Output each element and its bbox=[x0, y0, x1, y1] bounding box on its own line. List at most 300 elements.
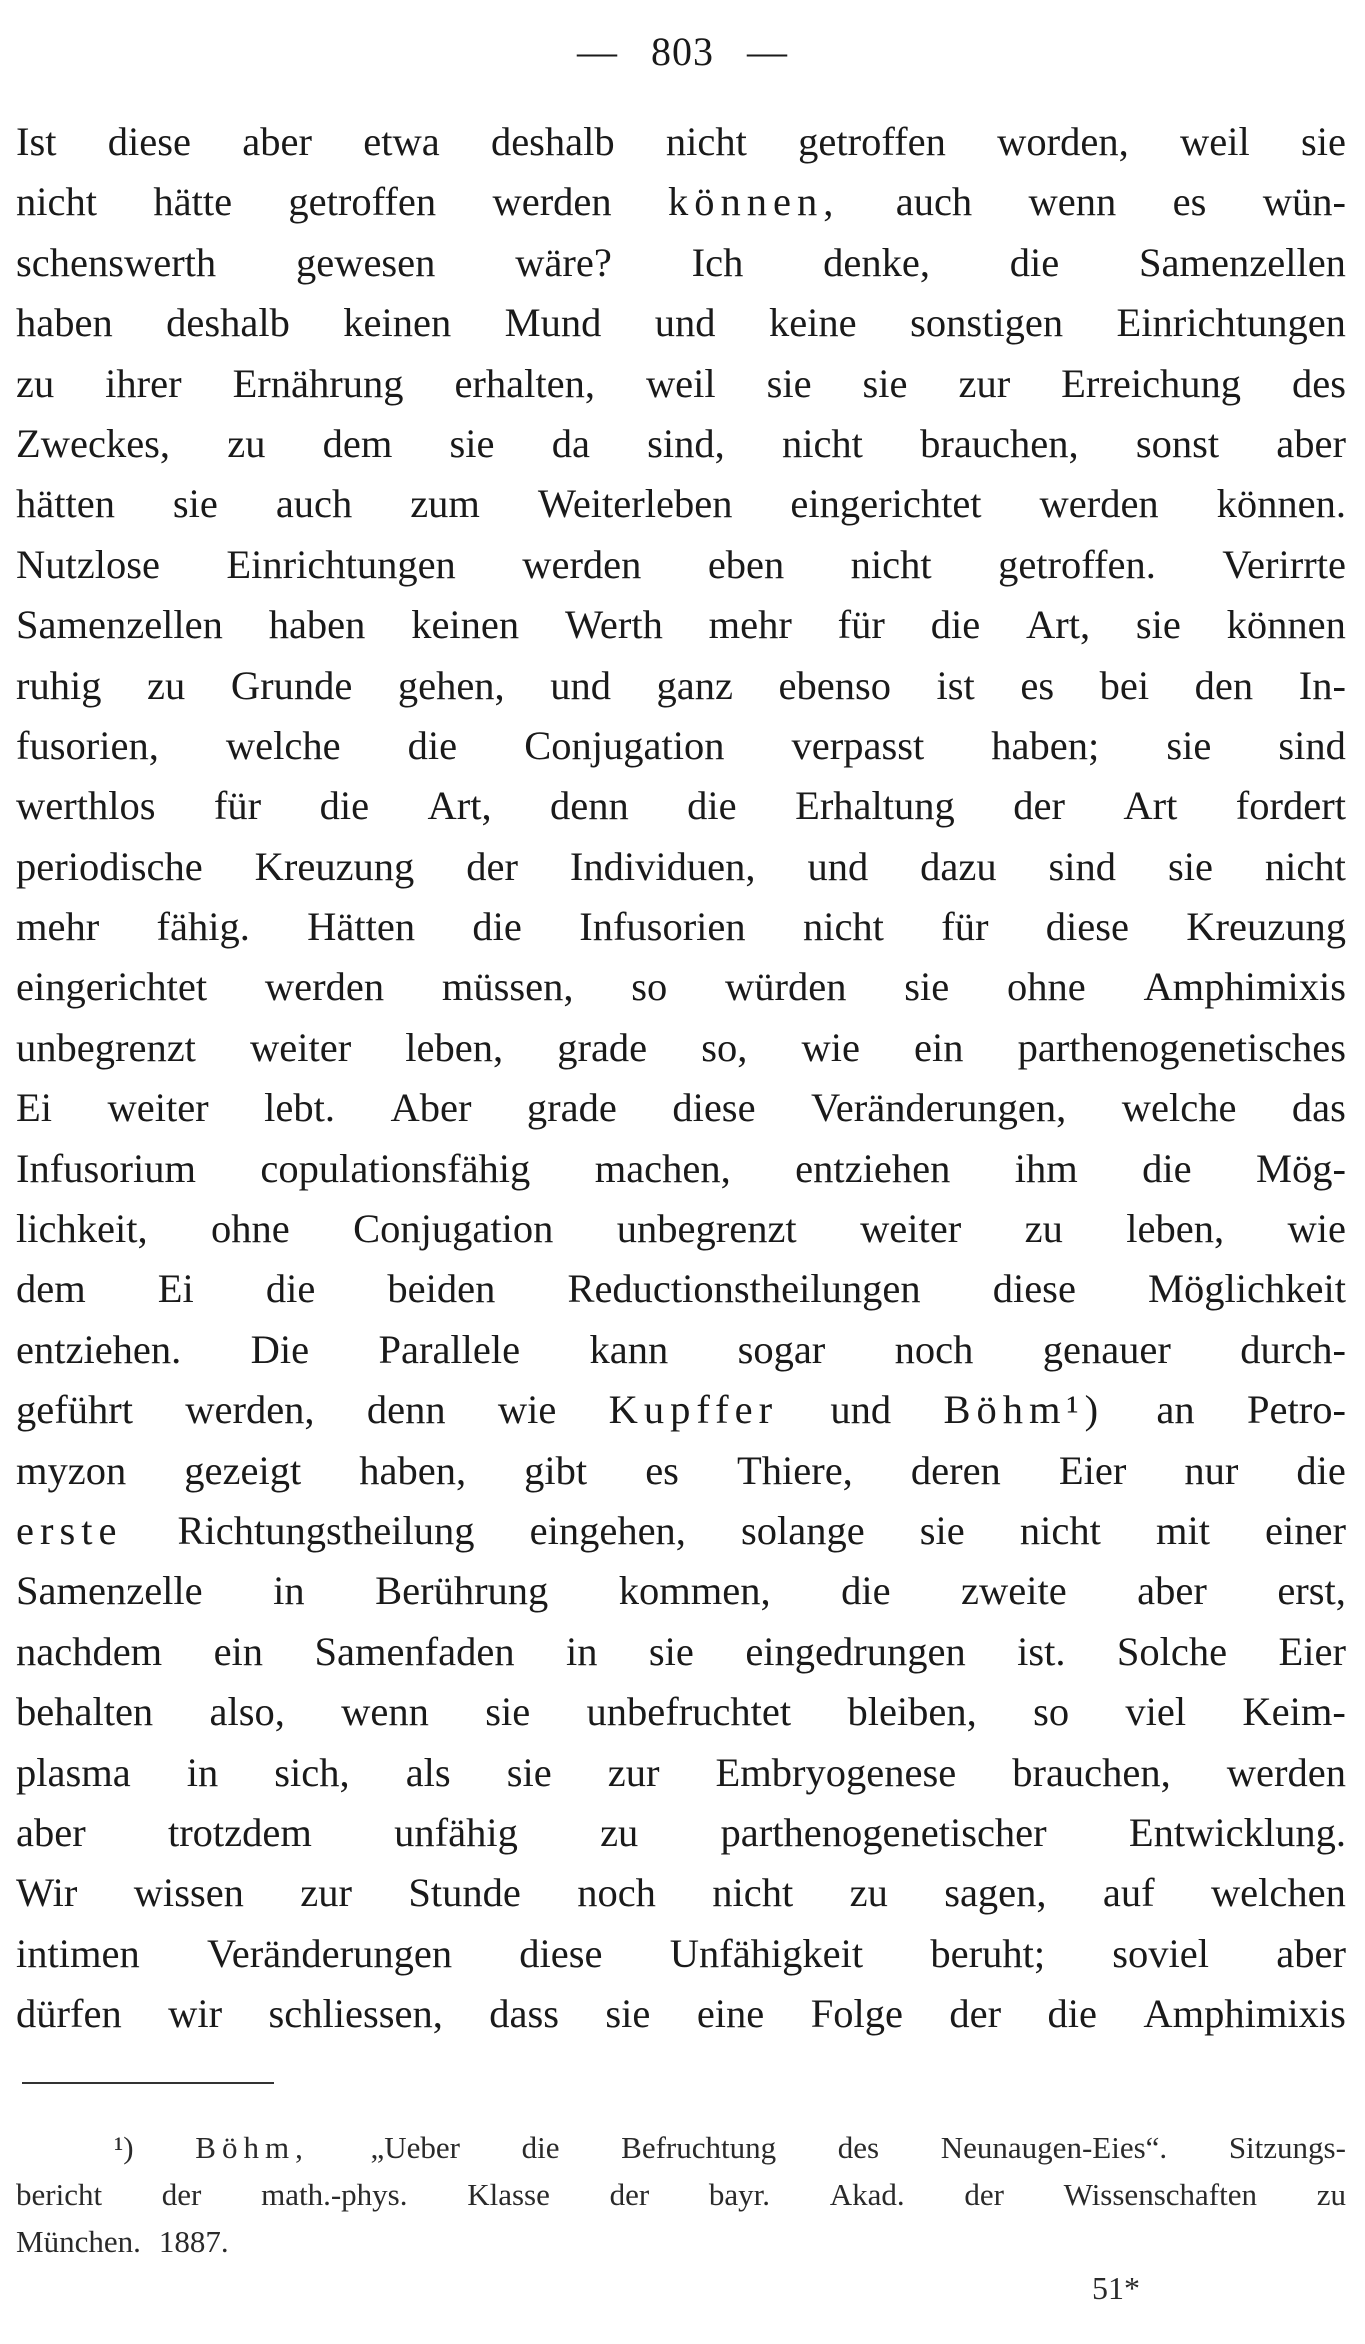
body-word: ein bbox=[213, 1628, 264, 1674]
body-word: Erreichung bbox=[1061, 360, 1242, 406]
body-word: die bbox=[1047, 1991, 1097, 2037]
body-word: wie bbox=[801, 1024, 860, 1070]
body-word: erst, bbox=[1277, 1568, 1346, 1614]
body-word: Art, bbox=[427, 783, 492, 829]
body-line bbox=[16, 957, 1346, 1017]
body-word: brauchen, bbox=[1012, 1749, 1171, 1795]
body-word: welche bbox=[1121, 1085, 1237, 1131]
body-line bbox=[16, 1259, 1346, 1319]
body-word: eine bbox=[696, 1991, 765, 2037]
body-word: diese bbox=[519, 1930, 603, 1976]
body-word: etwa bbox=[363, 119, 440, 164]
body-word: zur bbox=[607, 1749, 660, 1795]
body-word: lichkeit, bbox=[16, 1206, 148, 1252]
body-word: die bbox=[265, 1266, 316, 1312]
body-word: getroffen bbox=[288, 179, 437, 225]
body-word: ohne bbox=[210, 1206, 290, 1252]
body-word: beruht; bbox=[930, 1930, 1046, 1976]
body-word: dem bbox=[322, 420, 393, 466]
body-word: und bbox=[550, 662, 611, 708]
body-word: können, bbox=[668, 179, 840, 225]
body-word: zu bbox=[147, 662, 186, 708]
body-word: sie bbox=[605, 1991, 651, 2037]
body-word: Nutzlose bbox=[16, 541, 160, 587]
body-line bbox=[16, 1320, 1346, 1380]
body-word: die bbox=[687, 783, 737, 829]
footnote-word: München. bbox=[16, 2224, 141, 2259]
body-word: Embryogenese bbox=[715, 1749, 957, 1795]
footnote-line bbox=[16, 2124, 1346, 2171]
body-word: fusorien, bbox=[16, 722, 159, 768]
body-word: werden, bbox=[185, 1387, 315, 1433]
body-word: ruhig bbox=[16, 662, 102, 708]
body-line bbox=[16, 1682, 1346, 1742]
body-word: Amphimixis bbox=[1143, 964, 1346, 1010]
body-word: lebt. bbox=[264, 1085, 335, 1131]
footnote-word: des bbox=[837, 2130, 880, 2165]
body-word: zu bbox=[849, 1870, 888, 1916]
body-word: wie bbox=[1287, 1206, 1346, 1252]
body-word: unbefruchtet bbox=[586, 1689, 792, 1735]
body-word: nicht bbox=[665, 119, 747, 164]
body-word: bleiben, bbox=[847, 1689, 977, 1735]
footnote-word: bayr. bbox=[708, 2177, 771, 2212]
footnote-word: math.-phys. bbox=[261, 2177, 408, 2212]
footnote-word: Klasse bbox=[467, 2177, 550, 2212]
body-word: verpasst bbox=[791, 722, 925, 768]
body-word: nicht bbox=[16, 179, 97, 225]
body-word: denke, bbox=[823, 239, 930, 285]
body-word: als bbox=[405, 1749, 451, 1795]
body-word: Samenzelle bbox=[16, 1568, 203, 1614]
body-word: hätte bbox=[153, 179, 233, 225]
body-line bbox=[16, 1018, 1346, 1078]
body-line bbox=[16, 535, 1346, 595]
body-word: unfähig bbox=[394, 1809, 518, 1855]
body-word: geführt bbox=[16, 1387, 133, 1433]
body-word: die bbox=[319, 783, 370, 829]
body-word: viel bbox=[1125, 1689, 1187, 1735]
body-word: dem bbox=[16, 1266, 86, 1312]
body-word: Werth bbox=[564, 602, 663, 648]
body-word: sie bbox=[904, 964, 950, 1010]
body-word: diese bbox=[672, 1085, 756, 1131]
footnote-word: Sitzungs- bbox=[1228, 2130, 1346, 2165]
body-word: plasma bbox=[16, 1749, 131, 1795]
body-word: Ei bbox=[16, 1085, 52, 1131]
body-word: In- bbox=[1298, 662, 1346, 708]
body-word: können. bbox=[1216, 481, 1346, 527]
body-line bbox=[16, 1622, 1346, 1682]
body-word: aber bbox=[1276, 420, 1346, 466]
body-word: die bbox=[1296, 1447, 1346, 1493]
body-word: leben, bbox=[405, 1024, 504, 1070]
body-word: also, bbox=[209, 1689, 285, 1735]
body-word: sind bbox=[1048, 843, 1117, 889]
body-word: für bbox=[213, 783, 262, 829]
body-word: mehr bbox=[708, 602, 792, 648]
body-word: durch- bbox=[1240, 1326, 1346, 1372]
body-word: auch bbox=[275, 481, 353, 527]
body-word: denn bbox=[366, 1387, 446, 1433]
body-line bbox=[16, 1561, 1346, 1621]
body-word: werthlos bbox=[16, 783, 156, 829]
body-word: Stunde bbox=[408, 1870, 521, 1916]
footnote-word: die bbox=[521, 2130, 560, 2165]
footnote-word: Befruchtung bbox=[621, 2130, 777, 2165]
body-word: denn bbox=[550, 783, 629, 829]
footnote-word: Akad. bbox=[829, 2177, 905, 2212]
body-word: Mund bbox=[504, 300, 602, 346]
body-word: solange bbox=[741, 1507, 865, 1553]
body-word: ganz bbox=[656, 662, 733, 708]
body-word: sie bbox=[449, 420, 495, 466]
body-word: zu bbox=[227, 420, 266, 466]
body-word: sich, bbox=[274, 1749, 350, 1795]
footnote-word: „Ueber bbox=[370, 2130, 460, 2165]
body-word: trotzdem bbox=[167, 1809, 312, 1855]
body-word: entziehen. bbox=[16, 1326, 182, 1372]
body-word: Weiterleben bbox=[537, 481, 733, 527]
body-word: werden bbox=[1039, 481, 1159, 527]
body-line bbox=[16, 1441, 1346, 1501]
body-line bbox=[16, 474, 1346, 534]
body-word: haben; bbox=[991, 722, 1100, 768]
body-word: deshalb bbox=[166, 300, 290, 346]
body-word: werden bbox=[492, 179, 612, 225]
body-word: Amphimixis bbox=[1143, 1991, 1346, 2037]
body-word: beiden bbox=[387, 1266, 496, 1312]
body-word: Petro- bbox=[1246, 1387, 1346, 1433]
body-word: den bbox=[1194, 662, 1254, 708]
body-line bbox=[16, 1743, 1346, 1803]
body-word: auf bbox=[1102, 1870, 1155, 1916]
body-word: Art, bbox=[1025, 602, 1091, 648]
body-line bbox=[16, 1924, 1346, 1984]
body-word: gezeigt bbox=[184, 1447, 302, 1493]
footnote-word: bericht bbox=[16, 2177, 103, 2212]
body-word: Böhm¹) bbox=[943, 1387, 1105, 1433]
body-word: der bbox=[1013, 783, 1065, 829]
body-line bbox=[16, 656, 1346, 716]
body-word: keinen bbox=[343, 300, 452, 346]
body-word: kann bbox=[589, 1326, 669, 1372]
page-header bbox=[0, 28, 1365, 75]
body-line bbox=[16, 1863, 1346, 1923]
body-line bbox=[16, 1984, 1346, 2044]
body-word: diese bbox=[1045, 904, 1129, 950]
body-word: brauchen, bbox=[920, 420, 1079, 466]
body-word: der bbox=[466, 843, 518, 889]
body-word: wenn bbox=[341, 1689, 429, 1735]
body-word: Eier bbox=[1058, 1447, 1127, 1493]
body-word: Unfähigkeit bbox=[669, 1930, 864, 1976]
body-word: Conjugation bbox=[524, 722, 725, 768]
body-word: dazu bbox=[920, 843, 997, 889]
body-word: keinen bbox=[411, 602, 520, 648]
body-word: sie bbox=[485, 1689, 531, 1735]
body-word: da bbox=[551, 420, 590, 466]
header-dash-left: — bbox=[577, 29, 618, 74]
body-word: hätten bbox=[16, 481, 115, 527]
body-word: periodische bbox=[16, 843, 203, 889]
body-word: Solche bbox=[1116, 1628, 1228, 1674]
body-word: sie bbox=[1300, 119, 1346, 164]
body-word: Richtungstheilung bbox=[177, 1507, 475, 1553]
body-word: ein bbox=[914, 1024, 964, 1070]
body-word: Parallele bbox=[378, 1326, 521, 1372]
body-word: zur bbox=[300, 1870, 352, 1916]
body-word: weil bbox=[645, 360, 716, 406]
body-word: getroffen. bbox=[998, 541, 1156, 587]
body-line bbox=[16, 293, 1346, 353]
body-word: ist. bbox=[1017, 1628, 1066, 1674]
page-number: 803 bbox=[651, 29, 714, 74]
body-word: sonstigen bbox=[910, 300, 1064, 346]
body-word: Hätten bbox=[307, 904, 416, 950]
body-word: und bbox=[830, 1387, 892, 1433]
body-word: genauer bbox=[1042, 1326, 1171, 1372]
body-word: Verirrte bbox=[1222, 541, 1346, 587]
body-word: ihm bbox=[1014, 1145, 1078, 1191]
body-word: Art bbox=[1123, 783, 1178, 829]
body-word: Zweckes, bbox=[16, 420, 171, 466]
body-word: müssen, bbox=[441, 964, 574, 1010]
body-word: keine bbox=[768, 300, 857, 346]
body-word: so bbox=[1033, 1689, 1070, 1735]
body-word: parthenogenetisches bbox=[1017, 1024, 1346, 1070]
body-word: leben, bbox=[1126, 1206, 1225, 1252]
body-word: dürfen bbox=[16, 1991, 122, 2037]
body-word: eben bbox=[707, 541, 785, 587]
body-word: Veränderungen, bbox=[811, 1085, 1067, 1131]
body-word: Berührung bbox=[375, 1568, 549, 1614]
signature-mark: 51* bbox=[1092, 2270, 1140, 2306]
body-word: wenn bbox=[1028, 179, 1117, 225]
body-line bbox=[16, 112, 1346, 172]
body-word: wün- bbox=[1262, 179, 1346, 225]
body-word: sagen, bbox=[944, 1870, 1047, 1916]
body-word: aber bbox=[242, 119, 312, 164]
body-line bbox=[16, 1078, 1346, 1138]
body-word: ist bbox=[936, 662, 975, 708]
body-word: es bbox=[645, 1447, 679, 1493]
footnote-word: 1887. bbox=[158, 2224, 229, 2259]
footnote-word: Wissenschaften bbox=[1063, 2177, 1257, 2212]
body-word: sie bbox=[648, 1628, 694, 1674]
body-word: weiter bbox=[107, 1085, 209, 1131]
body-word: schenswerth bbox=[16, 239, 217, 285]
body-word: ihrer bbox=[105, 360, 182, 406]
body-word: mit bbox=[1155, 1507, 1210, 1553]
body-word: intimen bbox=[16, 1930, 140, 1976]
body-word: nicht bbox=[1264, 843, 1346, 889]
body-word: zu bbox=[1024, 1206, 1063, 1252]
body-word: weil bbox=[1179, 119, 1250, 164]
body-line bbox=[16, 414, 1346, 474]
body-word: unbegrenzt bbox=[16, 1024, 196, 1070]
body-word: zur bbox=[958, 360, 1011, 406]
footnote-divider bbox=[22, 2082, 274, 2084]
body-word: sie bbox=[766, 360, 812, 406]
body-word: Eier bbox=[1278, 1628, 1346, 1674]
body-word: können bbox=[1226, 602, 1346, 648]
body-word: Möglichkeit bbox=[1147, 1266, 1346, 1312]
body-word: haben bbox=[16, 300, 113, 346]
body-line bbox=[16, 354, 1346, 414]
body-line bbox=[16, 1199, 1346, 1259]
body-word: zweite bbox=[961, 1568, 1067, 1614]
footnote-word: Neunaugen-Eies“. bbox=[940, 2130, 1168, 2165]
body-word: dass bbox=[489, 1991, 560, 2037]
body-word: sie bbox=[919, 1507, 965, 1553]
body-word: gehen, bbox=[397, 662, 505, 708]
body-word: und bbox=[807, 843, 869, 889]
body-line bbox=[16, 1803, 1346, 1863]
body-word: schliessen, bbox=[268, 1991, 443, 2037]
body-word: es bbox=[1172, 179, 1207, 225]
body-word: Kreuzung bbox=[1186, 904, 1346, 950]
body-word: Reductionstheilungen bbox=[567, 1266, 921, 1312]
body-word: an bbox=[1156, 1387, 1195, 1433]
body-word: eingerichtet bbox=[16, 964, 208, 1010]
body-word: werden bbox=[522, 541, 642, 587]
body-word: Erhaltung bbox=[795, 783, 955, 829]
body-word: behalten bbox=[16, 1689, 154, 1735]
body-word: wissen bbox=[133, 1870, 244, 1916]
body-word: Infusorien bbox=[579, 904, 746, 950]
body-word: sie bbox=[172, 481, 218, 527]
body-word: welchen bbox=[1210, 1870, 1346, 1916]
body-word: Aber bbox=[390, 1085, 472, 1131]
body-word: soviel bbox=[1112, 1930, 1210, 1976]
body-word: werden bbox=[264, 964, 385, 1010]
body-word: sie bbox=[1135, 602, 1181, 648]
body-word: Ei bbox=[157, 1266, 194, 1312]
body-word: sie bbox=[1167, 843, 1213, 889]
body-word: die bbox=[472, 904, 522, 950]
body-word: sie bbox=[862, 360, 908, 406]
body-word: aber bbox=[16, 1809, 86, 1855]
body-word: diese bbox=[107, 119, 191, 164]
body-word: die bbox=[1009, 239, 1060, 285]
body-line bbox=[16, 172, 1346, 232]
body-word: grade bbox=[526, 1085, 617, 1131]
body-line bbox=[16, 1501, 1346, 1561]
body-line bbox=[16, 595, 1346, 655]
body-word: myzon bbox=[16, 1447, 127, 1493]
body-word: zum bbox=[410, 481, 480, 527]
body-word: würden bbox=[724, 964, 847, 1010]
body-word: für bbox=[941, 904, 989, 950]
body-word: Infusorium bbox=[16, 1145, 196, 1191]
body-word: gewesen bbox=[295, 239, 436, 285]
body-word: ebenso bbox=[778, 662, 891, 708]
body-word: sie bbox=[1166, 722, 1212, 768]
body-word: nicht bbox=[712, 1870, 794, 1916]
body-text bbox=[16, 112, 1346, 2045]
body-word: Conjugation bbox=[353, 1206, 554, 1252]
body-word: werden bbox=[1226, 1749, 1346, 1795]
body-line bbox=[16, 1139, 1346, 1199]
body-line bbox=[16, 233, 1346, 293]
body-line bbox=[16, 837, 1346, 897]
body-word: so bbox=[631, 964, 668, 1010]
body-word: Keim- bbox=[1242, 1689, 1346, 1735]
body-line bbox=[16, 716, 1346, 776]
body-word: Samenfaden bbox=[314, 1628, 515, 1674]
body-word: diese bbox=[992, 1266, 1076, 1312]
footnote-word: der bbox=[161, 2177, 202, 2212]
body-word: eingedrungen bbox=[745, 1628, 966, 1674]
body-word: fordert bbox=[1235, 783, 1346, 829]
body-word: wir bbox=[168, 1991, 223, 2037]
body-word: das bbox=[1291, 1085, 1346, 1131]
body-word: haben bbox=[268, 602, 366, 648]
body-word: die bbox=[1142, 1145, 1192, 1191]
body-word: worden, bbox=[997, 119, 1129, 164]
body-line bbox=[16, 897, 1346, 957]
body-word: deren bbox=[910, 1447, 1001, 1493]
body-word: Folge bbox=[810, 1991, 903, 2037]
footnote-line bbox=[16, 2218, 1346, 2265]
body-word: aber bbox=[1276, 1930, 1346, 1976]
body-word: nicht bbox=[1019, 1507, 1101, 1553]
body-word: Ist bbox=[16, 119, 57, 164]
body-word: zu bbox=[16, 360, 55, 406]
footnote-word: der bbox=[964, 2177, 1004, 2212]
body-word: nicht bbox=[802, 904, 884, 950]
body-word: Ich bbox=[691, 239, 744, 285]
body-word: es bbox=[1020, 662, 1055, 708]
body-word: für bbox=[837, 602, 885, 648]
body-word: eingerichtet bbox=[790, 481, 982, 527]
body-word: Individuen, bbox=[569, 843, 756, 889]
body-word: des bbox=[1292, 360, 1346, 406]
body-word: copulationsfähig bbox=[260, 1145, 531, 1191]
body-word: erste bbox=[16, 1507, 123, 1553]
body-word: wäre? bbox=[515, 239, 612, 285]
footnote-word: zu bbox=[1316, 2177, 1346, 2212]
body-word: grade bbox=[557, 1024, 648, 1070]
footnote-word: der bbox=[609, 2177, 650, 2212]
body-word: in bbox=[566, 1628, 598, 1674]
body-word: sind, bbox=[647, 420, 725, 466]
body-line bbox=[16, 776, 1346, 836]
body-word: erhalten, bbox=[454, 360, 595, 406]
body-word: wie bbox=[497, 1387, 557, 1433]
body-word: getroffen bbox=[798, 119, 946, 164]
body-word: bei bbox=[1099, 662, 1150, 708]
body-word: sie bbox=[506, 1749, 552, 1795]
footnote bbox=[16, 2124, 1346, 2265]
body-word: gibt bbox=[524, 1447, 588, 1493]
body-word: machen, bbox=[594, 1145, 731, 1191]
body-word: welche bbox=[225, 722, 341, 768]
body-word: Einrichtungen bbox=[226, 541, 456, 587]
body-word: Mög- bbox=[1256, 1145, 1346, 1191]
body-word: in bbox=[186, 1749, 219, 1795]
body-word: Wir bbox=[16, 1870, 78, 1916]
body-word: ohne bbox=[1006, 964, 1086, 1010]
body-word: Kreuzung bbox=[254, 843, 415, 889]
body-word: entziehen bbox=[795, 1145, 951, 1191]
body-word: Grunde bbox=[230, 662, 353, 708]
body-word: die bbox=[930, 602, 981, 648]
body-word: deshalb bbox=[490, 119, 615, 164]
body-word: mehr bbox=[16, 904, 100, 950]
body-word: Kupffer bbox=[608, 1387, 779, 1433]
